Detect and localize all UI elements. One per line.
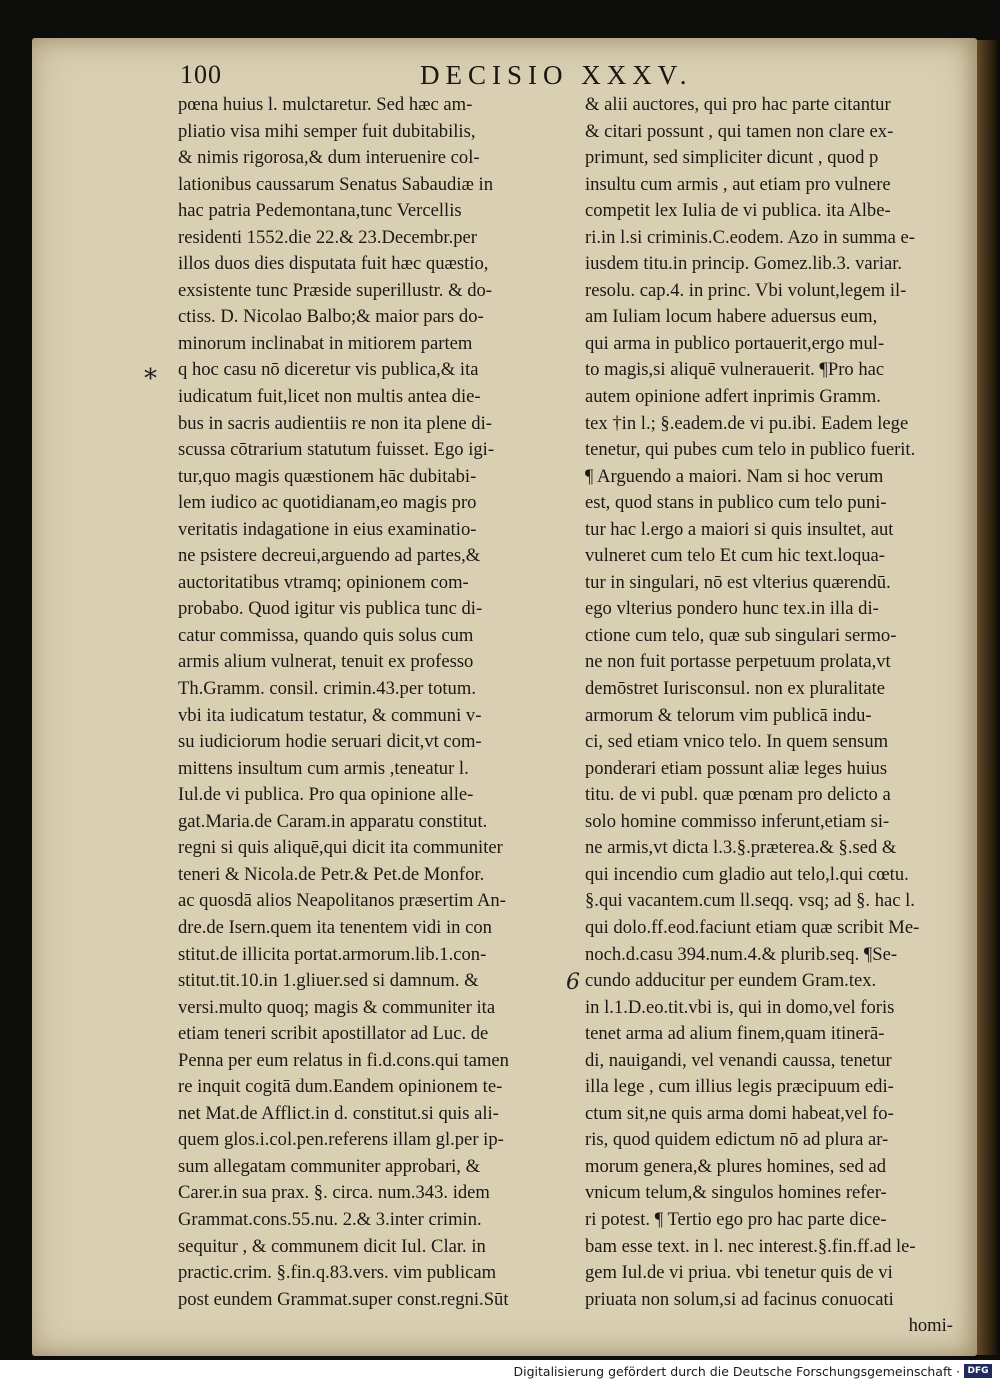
text-line: auctoritatibus vtramq; opinionem com- bbox=[178, 571, 469, 593]
text-line: & citari possunt , qui tamen non clare ex- bbox=[585, 120, 894, 142]
text-line: priuata non solum,si ad facinus conuocati bbox=[585, 1288, 894, 1310]
text-line: ne armis,vt dicta l.3.§.præterea.& §.sed & bbox=[585, 837, 897, 859]
text-line: iudicatum fuit,licet non multis antea die- bbox=[178, 386, 481, 408]
text-line: teneri & Nicola.de Petr.& Pet.de Monfor. bbox=[178, 863, 485, 885]
text-line: competit lex Iulia de vi publica. ita Albe- bbox=[585, 200, 891, 222]
text-line: resolu. cap.4. in princ. Vbi volunt,legem il- bbox=[585, 279, 907, 301]
book-fore-edge bbox=[975, 40, 997, 1355]
text-line: practic.crim. §.fin.q.83.vers. vim publicam bbox=[178, 1262, 497, 1284]
text-line: ego vlterius pondero hunc tex.in illa di- bbox=[585, 598, 879, 620]
text-line: ctum sit,ne quis arma domi habeat,vel fo- bbox=[585, 1102, 894, 1124]
text-line: exsistente tunc Præside superillustr. & do- bbox=[178, 279, 492, 301]
text-line: iusdem titu.in princip. Gomez.lib.3. variar. bbox=[585, 253, 903, 275]
text-line: dre.de Isern.quem ita tenentem vidi in con bbox=[178, 916, 492, 938]
text-line: residenti 1552.die 22.& 23.Decembr.per bbox=[178, 226, 477, 248]
text-line: vnicum telum,& singulos homines refer- bbox=[585, 1182, 887, 1204]
text-line: ponderari etiam possunt aliæ leges huius bbox=[585, 757, 888, 779]
text-line: re inquit cogitā dum.Eandem opinionem te- bbox=[178, 1076, 503, 1098]
text-line: homi- bbox=[908, 1315, 953, 1337]
text-line: cundo adducitur per eundem Gram.tex. bbox=[585, 970, 877, 992]
text-line: bam esse text. in l. nec interest.§.fin.ff.ad le- bbox=[585, 1235, 916, 1257]
text-line: lationibus caussarum Senatus Sabaudiæ in bbox=[178, 173, 494, 195]
text-line: est, quod stans in publico cum telo puni- bbox=[585, 492, 887, 514]
text-line: §.qui vacantem.cum ll.seqq. vsq; ad §. hac l. bbox=[585, 890, 915, 912]
text-line: regni si quis aliquē,qui dicit ita communiter bbox=[178, 837, 503, 859]
text-line: tex †in l.; §.eadem.de vi pu.ibi. Eadem lege bbox=[585, 412, 909, 434]
text-line: ci, sed etiam vnico telo. In quem sensum bbox=[585, 731, 889, 753]
text-line: post eundem Grammat.super const.regni.Sūt bbox=[178, 1288, 509, 1310]
text-line: vulneret cum telo Et cum hic text.loqua- bbox=[585, 545, 885, 567]
text-line: illos duos dies disputata fuit hæc quæstio, bbox=[178, 253, 489, 275]
text-line: sequitur , & communem dicit Iul. Clar. in bbox=[178, 1235, 486, 1257]
text-line: to magis,si aliquē vulnerauerit. ¶Pro hac bbox=[585, 359, 885, 381]
text-line: tur in singulari, nō est vlterius quærendū. bbox=[585, 571, 891, 593]
text-line: ac quosdā alios Neapolitanos præsertim An- bbox=[178, 890, 506, 912]
text-line: solo homine commisso inferunt,etiam si- bbox=[585, 810, 890, 832]
text-line: noch.d.casu 394.num.4.& plurib.seq. ¶Se- bbox=[585, 943, 898, 965]
text-line: hac patria Pedemontana,tunc Vercellis bbox=[178, 200, 462, 222]
text-line: morum genera,& plures homines, sed ad bbox=[585, 1155, 887, 1177]
page-number: 100 bbox=[180, 60, 222, 89]
text-line: Iul.de vi publica. Pro qua opinione alle- bbox=[178, 784, 474, 806]
text-line: ¶ Arguendo a maiori. Nam si hoc verum bbox=[585, 465, 884, 487]
right-text-column bbox=[585, 92, 953, 1340]
text-line: pœna huius l. mulctaretur. Sed hæc am- bbox=[178, 94, 473, 115]
text-line: qui dolo.ff.eod.faciunt etiam quæ scribit Me- bbox=[585, 916, 920, 938]
text-line: tur hac l.ergo a maiori si quis insultet, aut bbox=[585, 518, 894, 540]
text-line: mittens insultum cum armis ,teneatur l. bbox=[178, 757, 469, 779]
text-line: Penna per eum relatus in fi.d.cons.qui tamen bbox=[178, 1049, 509, 1071]
text-line: bus in sacris audientiis re non ita plene di- bbox=[178, 412, 492, 434]
text-line: lem iudico ac quotidianam,eo magis pro bbox=[178, 492, 477, 514]
text-line: tenet arma ad alium finem,quam itinerā- bbox=[585, 1023, 885, 1045]
footer-credit: Digitalisierung gefördert durch die Deutsche Forschungsgemeinschaft · bbox=[513, 1364, 960, 1379]
dfg-logo: DFG bbox=[964, 1364, 992, 1378]
text-line: sum allegatam communiter approbari, & bbox=[178, 1155, 481, 1177]
margin-number: 6 bbox=[566, 970, 580, 995]
page-title: DECISIO XXXV. bbox=[420, 60, 693, 90]
text-line: etiam teneri scribit apostillator ad Luc. de bbox=[178, 1023, 489, 1045]
left-text-column bbox=[178, 92, 540, 1313]
text-line: quem glos.i.col.pen.referens illam gl.per ip- bbox=[178, 1129, 504, 1151]
text-line: Th.Gramm. consil. crimin.43.per totum. bbox=[178, 678, 476, 700]
text-line: ri potest. ¶ Tertio ego pro hac parte dice- bbox=[585, 1208, 887, 1230]
text-line: tur,quo magis quæstionem hāc dubitabi- bbox=[178, 465, 477, 487]
text-line: demōstret Iurisconsul. non ex pluralitate bbox=[585, 678, 886, 700]
text-line: ne psistere decreui,arguendo ad partes,& bbox=[178, 545, 481, 567]
text-line: stitut.de illicita portat.armorum.lib.1.con- bbox=[178, 943, 487, 965]
text-line: ctiss. D. Nicolao Balbo;& maior pars do- bbox=[178, 306, 484, 328]
text-line: scussa cōtrarium statutum fuisset. Ego igi- bbox=[178, 439, 495, 461]
text-line: probabo. Quod igitur vis publica tunc di- bbox=[178, 598, 483, 620]
text-line: vbi ita iudicatum testatur, & communi v- bbox=[178, 704, 482, 726]
text-line: qui incendio cum gladio aut telo,l.qui cœtu. bbox=[585, 863, 909, 885]
text-line: in l.1.D.eo.tit.vbi is, qui in domo,vel foris bbox=[585, 996, 895, 1018]
text-line: stitut.tit.10.in 1.gliuer.sed si damnum. & bbox=[178, 970, 479, 992]
text-line: minorum inclinabat in mitiorem partem bbox=[178, 332, 473, 354]
text-line: ri.in l.si criminis.C.eodem. Azo in summa e- bbox=[585, 226, 915, 248]
running-header bbox=[180, 60, 950, 96]
text-line: illa lege , cum illius legis præcipuum edi- bbox=[585, 1076, 894, 1098]
text-line: catur commissa, quando quis solus cum bbox=[178, 624, 474, 646]
text-line: gem Iul.de vi priua. vbi tenetur quis de vi bbox=[585, 1262, 893, 1284]
text-line: & nimis rigorosa,& dum interuenire col- bbox=[178, 147, 480, 169]
text-line: ris, quod quidem edictum nō ad plura ar- bbox=[585, 1129, 889, 1151]
text-line: gat.Maria.de Caram.in apparatu constitut. bbox=[178, 810, 488, 832]
text-line: armorum & telorum vim publicā indu- bbox=[585, 704, 872, 726]
text-line: q hoc casu nō diceretur vis publica,& ita bbox=[178, 359, 479, 381]
text-line: & alii auctores, qui pro hac parte citantur bbox=[585, 94, 891, 115]
text-line: tenetur, qui pubes cum telo in publico fuerit. bbox=[585, 439, 916, 461]
text-line: net Mat.de Afflict.in d. constitut.si quis ali- bbox=[178, 1102, 499, 1124]
text-line: qui arma in publico portauerit,ergo mul- bbox=[585, 332, 885, 354]
text-line: insultu cum armis , aut etiam pro vulnere bbox=[585, 173, 891, 195]
text-line: Grammat.cons.55.nu. 2.& 3.inter crimin. bbox=[178, 1208, 482, 1230]
text-line: pliatio visa mihi semper fuit dubitabilis, bbox=[178, 120, 476, 142]
text-line: primunt, sed simpliciter dicunt , quod p bbox=[585, 147, 879, 169]
footer-bar bbox=[0, 1360, 1000, 1385]
text-line: su iudiciorum hodie seruari dicit,vt com- bbox=[178, 731, 482, 753]
text-line: titu. de vi publ. quæ pœnam pro delicto a bbox=[585, 784, 891, 806]
text-line: autem opinione adfert inprimis Gramm. bbox=[585, 386, 881, 408]
text-line: di, nauigandi, vel venandi caussa, tenetur bbox=[585, 1049, 892, 1071]
text-line: am Iuliam locum habere aduersus eum, bbox=[585, 306, 878, 328]
text-line: versi.multo quoq; magis & communiter ita bbox=[178, 996, 496, 1018]
text-line: veritatis indagatione in eius examinatio- bbox=[178, 518, 477, 540]
text-line: ctione cum telo, quæ sub singulari sermo- bbox=[585, 624, 897, 646]
text-line: armis alium vulnerat, tenuit ex professo bbox=[178, 651, 474, 673]
text-line: Carer.in sua prax. §. circa. num.343. idem bbox=[178, 1182, 490, 1204]
text-line: ne non fuit portasse perpetuum prolata,vt bbox=[585, 651, 891, 673]
margin-asterisk: * bbox=[144, 364, 157, 394]
